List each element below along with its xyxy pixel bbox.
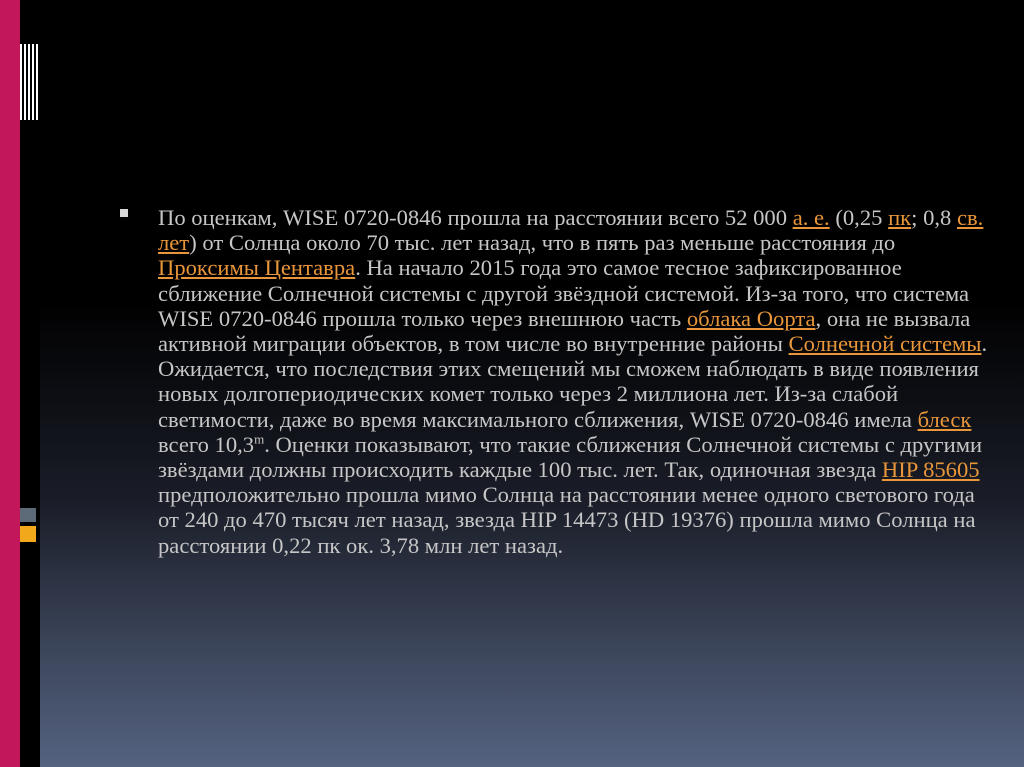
text-run: . Оценки показывают, что такие сближения Солнечной системы с другими звёздами должны происходить каждые 100 тыс. лет. Так, одиночная звезда [158,431,983,483]
link-au[interactable]: а. е. [792,205,830,230]
text-run: (0,25 [829,205,889,230]
link-solar-system[interactable]: Солнечной системы [788,331,982,357]
text-run: , она не вызвала активной миграции объектов, в том числе во внутренние районы [158,305,971,357]
link-parsec[interactable]: пк [888,205,912,230]
link-light-year[interactable]: св. лет [158,205,984,256]
body-paragraph [158,205,992,558]
link-oort-cloud[interactable]: облака Оорта [686,305,816,331]
link-magnitude[interactable]: блеск [917,406,972,432]
left-decorative-strip [0,0,40,767]
text-run: . На начало 2015 года это самое тесное зафиксированное сближение Солнечной системы с другой звёздной системой. Из-за того, что система WISE 0720-0846 прошла только через внешнюю часть [158,255,970,331]
text-run: предположительно прошла мимо Солнца на расстоянии менее одного светового года от 240 до 470 тысяч лет назад, звезда HIP 14473 (HD 19376) прошла мимо Солнца на расстоянии 0,22 пк ок. 3,78 млн лет назад. [158,482,976,558]
text-run: ) от Солнца около 70 тыс. лет назад, что в пять раз меньше расстояния до [189,230,896,256]
text-run: . Ожидается, что последствия этих смещений мы сможем наблюдать в виде появления новых долгопериодических комет только через 2 миллиона лет. Из-за слабой светимости, даже во время максимального сближения, WISE 0720-0846 имела [158,331,988,432]
text-run: всего 10,3 [158,431,255,457]
text-run: По оценкам, WISE 0720-0846 прошла на расстоянии всего 52 000 [158,205,793,230]
link-hip-85605[interactable]: HIP 85605 [881,457,980,483]
link-proxima-centauri[interactable]: Проксимы Центавра [158,255,356,281]
vertical-lines-icon [20,44,38,120]
deco-squares [20,508,38,546]
magnitude-superscript: m [254,431,265,447]
text-run: ; 0,8 [911,205,957,230]
grey-square [20,508,36,522]
slide-content [158,205,992,558]
accent-bar [0,0,20,767]
slide-canvas [40,0,1024,767]
bullet-icon [120,209,128,217]
gold-square [20,526,36,542]
